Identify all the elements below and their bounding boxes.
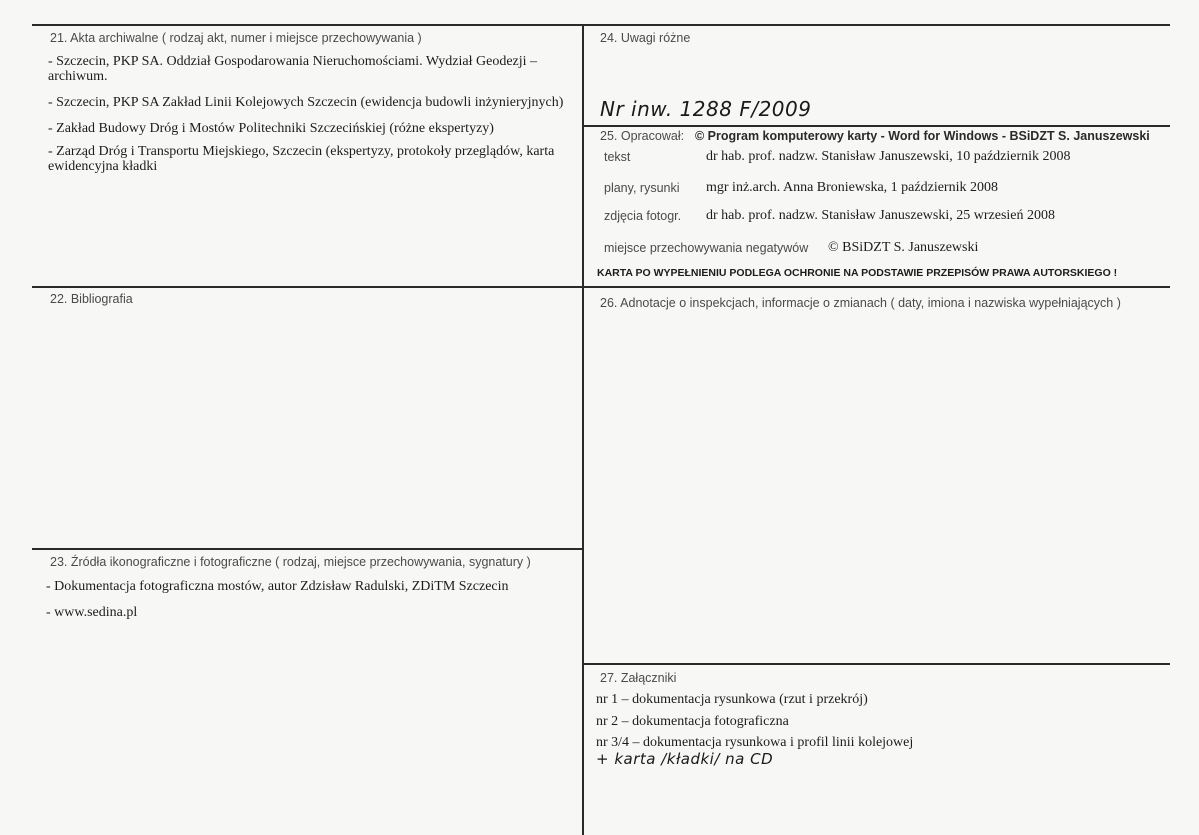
divider-24-25 (583, 125, 1170, 127)
s25-row-plans (604, 180, 1164, 198)
s26-heading: 26. Adnotacje o inspekcjach, informacje o zmianach ( daty, imiona i nazwiska wypełniających ) (600, 296, 1121, 310)
s27-heading: 27. Załączniki (600, 671, 677, 685)
s25-row-value: dr hab. prof. nadzw. Stanisław Januszewski, 25 wrzesień 2008 (706, 208, 1056, 223)
s25-row-negatives (604, 240, 1164, 258)
s27-item-2: nr 2 – dokumentacja fotograficzna (596, 714, 789, 729)
s24-heading: 24. Uwagi różne (600, 31, 691, 45)
s27-item-3: nr 3/4 – dokumentacja rysunkowa i profil linii kolejowej (596, 735, 914, 750)
divider-26-27 (583, 663, 1170, 665)
s25-row-value: mgr inż.arch. Anna Broniewska, 1 październik 2008 (706, 180, 998, 195)
divider-21-22 (32, 286, 583, 288)
s21-item-4: - Zarząd Dróg i Transportu Miejskiego, Szczecin (ekspertyzy, protokoły przeglądów, karta ewidencyjna kładki (48, 144, 555, 174)
inventory-number-handwritten: Nr inw. 1288 F/2009 (600, 97, 812, 121)
s25-row-label: zdjęcia fotogr. (604, 209, 682, 223)
divider-25-26 (583, 286, 1170, 288)
center-divider (582, 24, 584, 835)
s21-item-2: - Szczecin, PKP SA Zakład Linii Kolejowych Szczecin (ewidencja budowli inżynieryjnych) (48, 95, 564, 110)
s25-program-credit: © Program komputerowy karty - Word for Windows - BSiDZT S. Januszewski (695, 129, 1150, 143)
copyright-notice: KARTA PO WYPEŁNIENIU PODLEGA OCHRONIE NA PODSTAWIE PRZEPISÓW PRAWA AUTORSKIEGO ! (597, 267, 1118, 279)
s21-item-3: - Zakład Budowy Dróg i Mostów Politechniki Szczecińskiej (różne ekspertyzy) (48, 121, 494, 136)
s22-heading: 22. Bibliografia (50, 292, 133, 306)
s23-link-sedina[interactable]: - www.sedina.pl (46, 605, 138, 620)
s27-handwritten-note: + karta /kładki/ na CD (596, 750, 774, 768)
s25-row-photos (604, 208, 1164, 226)
top-border (32, 24, 1170, 26)
s25-row-label: plany, rysunki (604, 181, 680, 195)
divider-22-23 (32, 548, 583, 550)
s21-item-1: - Szczecin, PKP SA. Oddział Gospodarowania Nieruchomościami. Wydział Geodezji – archiwum. (48, 54, 538, 84)
s25-row-value: dr hab. prof. nadzw. Stanisław Januszewski, 10 październik 2008 (706, 149, 1071, 164)
s23-item-1: - Dokumentacja fotograficzna mostów, autor Zdzisław Radulski, ZDiTM Szczecin (46, 579, 509, 594)
s25-row-text (604, 149, 1164, 167)
s23-item-2 (46, 605, 137, 620)
s25-row-label: tekst (604, 150, 631, 164)
s25-negatives-value: © BSiDZT S. Januszewski (828, 240, 979, 255)
s25-heading: 25. Opracował: (600, 129, 685, 143)
s25-negatives-label: miejsce przechowywania negatywów (604, 241, 809, 255)
s21-heading: 21. Akta archiwalne ( rodzaj akt, numer i miejsce przechowywania ) (50, 31, 422, 45)
s23-heading: 23. Źródła ikonograficzne i fotograficzne ( rodzaj, miejsce przechowywania, sygnatury ) (50, 555, 531, 569)
s27-item-1: nr 1 – dokumentacja rysunkowa (rzut i przekrój) (596, 692, 868, 707)
